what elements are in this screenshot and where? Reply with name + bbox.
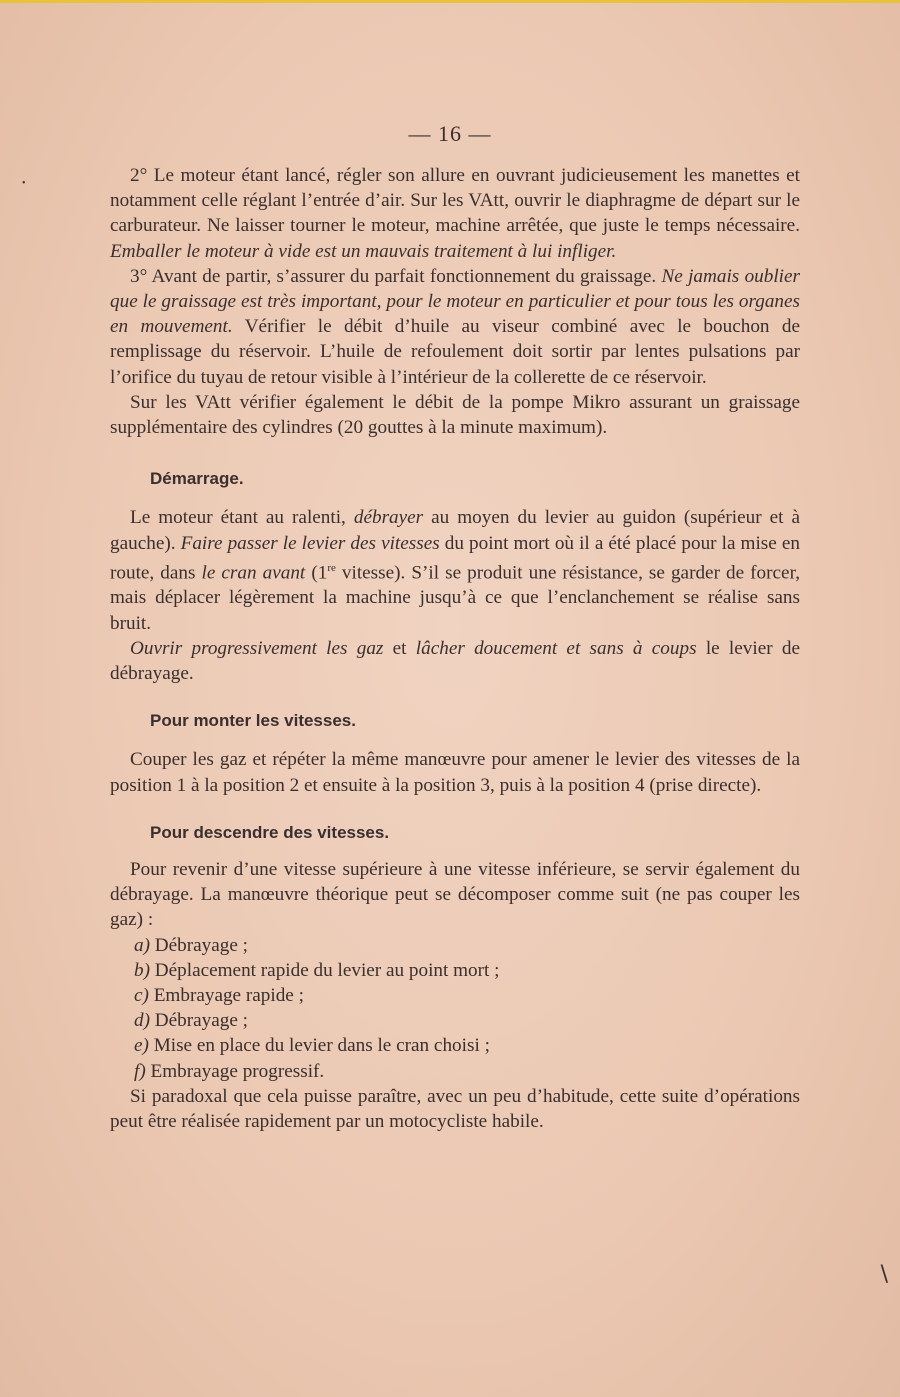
paragraph-descendre: Pour revenir d’une vitesse supérieure à une vitesse inférieure, se servir également du débrayage. La manœuvre théorique peut se décomposer comme suit (ne pas couper les gaz) :	[110, 859, 800, 931]
list-item	[110, 933, 800, 958]
list-item-text: Mise en place du levier dans le cran choisi ;	[153, 1035, 490, 1057]
paragraph-number: 2°	[130, 165, 148, 186]
paragraph-monter: Couper les gaz et répéter la même manœuvre pour amener le levier des vitesses de la position 1 à la position 2 et ensuite à la position 3, puis à la position 4 (prise directe).	[110, 749, 800, 796]
italic-text: Ouvrir progressivement les gaz	[130, 637, 384, 659]
list-item	[110, 1059, 800, 1084]
paragraph-text: Le moteur étant lancé, régler son allure en ouvrant judicieusement les manettes et notamment celle réglant l’entrée d’air. Sur les VAtt, ouvrir le diaphragme de départ sur le carburateur. Ne laisser tourner le moteur, machine arrêtée, que juste le temps nécessaire.	[110, 165, 800, 237]
paragraph-3	[110, 264, 800, 390]
list-item	[110, 1033, 800, 1058]
text-run: et	[383, 637, 416, 659]
superscript: re	[327, 561, 336, 574]
italic-text: le cran avant	[201, 562, 306, 584]
text-run: le levier de débrayage.	[110, 637, 800, 685]
list-item-label: e)	[134, 1035, 149, 1057]
list-item-label: f)	[134, 1060, 146, 1082]
italic-text: Emballer le moteur à vide est un mauvais traitement à lui infliger.	[110, 240, 617, 262]
heading-demarrage: Démarrage.	[150, 469, 244, 489]
italic-text: débrayer	[353, 507, 424, 529]
paragraph-number: 3°	[130, 265, 148, 287]
list-item-text: Débrayage ;	[154, 1010, 249, 1032]
heading-monter-vitesses: Pour monter les vitesses.	[150, 711, 356, 731]
italic-text: lâcher doucement et sans à coups	[415, 637, 697, 659]
text-run: du point mort où il a été placé pour la mise en route, dans	[110, 532, 800, 584]
list-item-label: c)	[134, 985, 149, 1007]
list-item-label: d)	[134, 1010, 150, 1032]
list-item	[110, 958, 800, 983]
paragraph-text: Vérifier le débit d’huile au viseur combiné avec le bouchon de remplissage du réservoir. L’huile de refoulement doit sortir par lentes pulsations par l’orifice du tuyau de retour visible à l’intérieur de la collerette de ce réservoir.	[110, 316, 800, 388]
paragraph-demarrage-1	[110, 505, 800, 635]
list-item-label: b)	[134, 959, 150, 981]
margin-mark: \	[880, 1262, 888, 1287]
list-item-text: Embrayage progressif.	[150, 1060, 325, 1082]
list-item-text: Débrayage ;	[154, 934, 249, 956]
margin-dot: •	[22, 178, 26, 189]
body-text	[110, 163, 800, 1134]
text-run: au moyen du levier au guidon (supérieur et à gauche).	[110, 507, 800, 554]
paragraph-demarrage-2	[110, 636, 800, 686]
list-item-text: Déplacement rapide du levier au point mort ;	[154, 959, 500, 981]
page-number: — 16 —	[408, 121, 492, 146]
list-item	[110, 1008, 800, 1033]
list-item-label: a)	[134, 934, 150, 956]
list-item-text: Embrayage rapide ;	[153, 985, 304, 1007]
text-run: vitesse). S’il se produit une résistance, se garder de forcer, mais déplacer légèrement la machine jusqu’à ce que l’enclanchement se réalise sans bruit.	[110, 562, 800, 634]
italic-text: Faire passer le levier des vitesses	[180, 532, 440, 554]
paragraph-closing: Si paradoxal que cela puisse paraître, avec un peu d’habitude, cette suite d’opérations peut être réalisée rapidement par un motocycliste habile.	[110, 1085, 800, 1133]
text-run: Le moteur étant au ralenti,	[130, 507, 354, 529]
list-item	[110, 983, 800, 1008]
paragraph-text: Avant de partir, s’assurer du parfait fonctionnement du graissage.	[147, 265, 662, 287]
heading-descendre-vitesses: Pour descendre des vitesses.	[150, 822, 390, 842]
text-run: (1	[305, 562, 328, 584]
italic-text: Ne jamais oublier que le graissage est très important, pour le moteur en particulier et pour tous les organes en mouvement.	[110, 265, 800, 338]
steps-list	[110, 933, 800, 1084]
paragraph-2	[110, 163, 800, 264]
paragraph-vatt: Sur les VAtt vérifier également le débit de la pompe Mikro assurant un graissage supplémentaire des cylindres (20 gouttes à la minute maximum).	[110, 391, 800, 439]
